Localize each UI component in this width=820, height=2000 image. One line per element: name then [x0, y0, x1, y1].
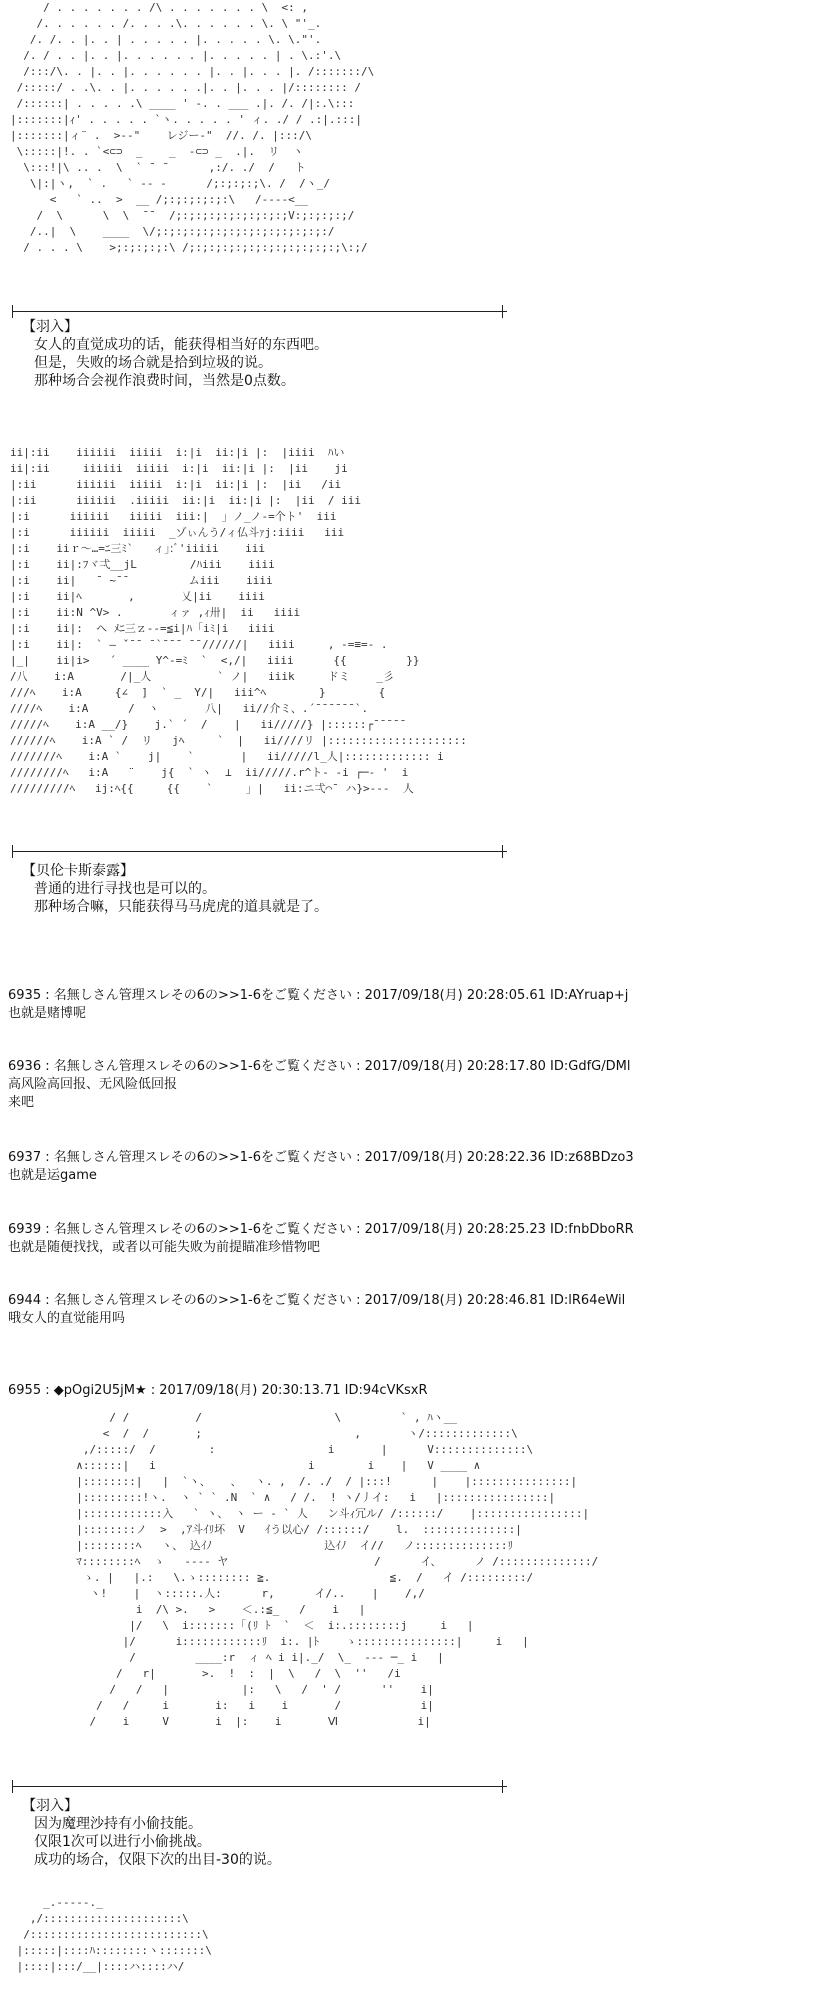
- ascii-art-line: ///////ﾍ i:A ` j| ` | ii/////l_人|::::::::::::: i: [10, 750, 444, 763]
- ascii-art-line: |::::::::ﾍ ヽ、 込ｲﾉ 込ｲﾉ イ// ノ::::::::::::::ﾘ: [10, 1539, 513, 1552]
- ascii-art-line: |:i ii|: ` ― ˇ¯¯ ¯`¯¯¯ ¯¯//////| iiii , -=≡=- .: [10, 638, 388, 651]
- post-body-line: 哦女人的直觉能用吗: [8, 1311, 126, 1326]
- ascii-art-marisa-portrait: [10, 1410, 599, 1780]
- ascii-art-line: /:::::/ . .\. . |. . . . . .|. . |. . . |/:::::::: /: [10, 81, 361, 94]
- ascii-art-line: |:i ii|ﾍ , 乂|ii iiii: [10, 590, 265, 603]
- post-header: 6935 : 名無しさん管理スレその6の>>1-6をご覧ください : 2017/09/18(月) 20:28:05.61 ID:AYruap+j: [8, 988, 629, 1003]
- ascii-art-line: |:i iiiiii iiiii _ゾぃんう/ィ仏斗ｧj:iiii iii: [10, 526, 345, 539]
- ascii-art-line: |:ii iiiiii .iiiii ii:|i ii:|i |: |ii / iii: [10, 494, 361, 507]
- ascii-art-line: |:i iiｒ～…=ﾆ三ﾐ` ィ｣:ﾞ'iiiii iii: [10, 542, 266, 555]
- ascii-art-line: |:::::|::::ﾊ::::::::ヽ:::::::\: [10, 1944, 212, 1957]
- ascii-art-line: / / i i: i i / i|: [10, 1699, 434, 1712]
- forum-post: [8, 1292, 625, 1328]
- ascii-art-line: / ____:r ィ ﾍ i i|._/ \_ ‐-‐ ─_ i |: [10, 1651, 444, 1664]
- forum-post: [8, 1221, 634, 1257]
- ascii-art-line: ゝ. | |.: \.ゝ:::::::: ≧. ≦. / イ /:::::::::/: [10, 1571, 534, 1584]
- ascii-art-line: /::::::| . . . . .\ ____ ' -. . ___ .|. /. /|:.\:::: [10, 97, 355, 110]
- ascii-art-line: / \ \ \ ¯¯ /;:;:;:;:;:;:;:;:;V:;:;:;:;/: [10, 209, 355, 222]
- ascii-art-line: / / | |: \ / ' / '' i|: [10, 1683, 434, 1696]
- ascii-art-line: ,/:::::/ / : i | V::::::::::::::\: [10, 1443, 534, 1456]
- ascii-art-line: ////ﾍ i:A / ヽ 八| ii//介ミ、.´¯¯¯¯¯¯`.: [10, 702, 369, 715]
- dialogue-block: [22, 862, 328, 916]
- ascii-art-line: /////ﾍ i:A __/} j.` ´ / | ii/////} |::::::┌¯¯¯¯¯: [10, 718, 407, 731]
- ascii-art-line: |/ i::::::::::::ﾘ i:. |ﾄ ゝ:::::::::::::::| i |: [10, 1635, 529, 1648]
- ascii-art-line: |:::::::|ィ¨ . >‐‐" レジー‐" //. /. |:::/\: [10, 129, 313, 142]
- ascii-art-line: / r| >. ! : | \ / \ '' /i: [10, 1667, 401, 1680]
- divider-rule: [12, 851, 507, 852]
- ascii-art-line: / . . . . . . . /\ . . . . . . . \ <: ,: [10, 1, 309, 14]
- dialogue-line: 因为魔理沙持有小偷技能。: [34, 1816, 202, 1832]
- ascii-art-line: i /\ >. > ＜.:≦_ / i |: [10, 1603, 366, 1616]
- post-body-line: 也就是赌博呢: [8, 1006, 87, 1021]
- post-body-line: 来吧: [8, 1095, 35, 1110]
- ascii-art-line: |:i iiiiii iiiii iii:| 」ノ_ノ‐=个ト' iii: [10, 510, 337, 523]
- ascii-art-line: |:i ii:N ^V> . ィァ ,ｨ卅| ii iiii: [10, 606, 301, 619]
- ascii-art-line: //////ﾍ i:A ` / リ jﾍ ` | ii////リ |:::::::::::::::::::::: [10, 734, 467, 747]
- ascii-art-hanyuu-portrait: [10, 0, 450, 300]
- ascii-art-line: \|:|ヽ, ` . ` -‐ - /;:;:;:;\. / /ヽ_/: [10, 177, 331, 190]
- ascii-art-line: |:ii iiiiii iiiii i:|i ii:|i |: |ii /ii: [10, 478, 342, 491]
- post-body-line: 也就是随便找找，或者以可能失败为前提瞄准珍惜物吧: [8, 1240, 321, 1255]
- ascii-art-line: |_| ii|i> ´ ____ Y^-=ﾐ ` <,/| iiii {{ }}: [10, 654, 420, 667]
- ascii-art-line: |:i ii|: ヘ ﾒﾆ三ｚ‐‐=≦i|ﾊ「iﾐ|i iiii: [10, 622, 275, 635]
- ascii-art-line: |:i ii|:ﾌヾ弌__jL /ﾊiii iiii: [10, 558, 275, 571]
- ascii-art-line: ///ﾍ i:A {∠ ] ` _ Y/| iii^ﾍ } {: [10, 686, 386, 699]
- ascii-art-line: /..| \ ____ \/;:;:;:;:;:;:;:;:;:;:;:;:;:/: [10, 225, 335, 238]
- ascii-art-line: \:::!|\ .. . \ ` ¯ ¯ ,:/. ./ / ト: [10, 161, 306, 174]
- ascii-art-line: / i V i |: i Ⅵ i|: [10, 1715, 431, 1728]
- dialogue-line: 成功的场合，仅限下次的出目-30的说。: [34, 1852, 281, 1868]
- forum-post: [8, 987, 628, 1023]
- speaker-name: 【羽入】: [22, 1798, 78, 1814]
- dialogue-line: 女人的直觉成功的话，能获得相当好的东西吧。: [34, 337, 328, 353]
- post-header: 6937 : 名無しさん管理スレその6の>>1-6をご覧ください : 2017/09/18(月) 20:28:22.36 ID:z68BDzo3: [8, 1150, 634, 1165]
- forum-post: [8, 1149, 634, 1185]
- ascii-art-line: ヽ! | ヽ:::::.人: r, イ/.. | /,/: [10, 1587, 425, 1600]
- ascii-art-line: ﾏ::::::::ﾍ ゝ ‐‐‐‐ ヤ / イ、 ノ /::::::::::::::/: [10, 1555, 599, 1568]
- dialogue-line: 普通的进行寻找也是可以的。: [34, 881, 216, 897]
- dialogue-line: 那种场合嘛，只能获得马马虎虎的道具就是了。: [34, 899, 328, 915]
- ascii-art-line: ∧::::::| i i i | V ____ ∧: [10, 1459, 481, 1472]
- ascii-art-line: \:::::|!. . `<⊂⊃ _ _ -⊂⊃ _ .|. リ ヽ: [10, 145, 304, 158]
- post-header: 6944 : 名無しさん管理スレその6の>>1-6をご覧ください : 2017/09/18(月) 20:28:46.81 ID:lR64eWil: [8, 1293, 626, 1308]
- divider-rule: [12, 1786, 507, 1787]
- ascii-art-line: /八 i:A /|_人 ` ノ| iiik ドミ _彡: [10, 670, 394, 683]
- dialogue-line: 仅限1次可以进行小偷挑战。: [34, 1834, 211, 1850]
- ascii-art-line: _.-‐‐‐-._: [10, 1896, 103, 1909]
- speaker-name: 【贝伦卡斯泰露】: [22, 863, 134, 879]
- divider-rule: [12, 311, 507, 312]
- post-header: 6936 : 名無しさん管理スレその6の>>1-6をご覧ください : 2017/09/18(月) 20:28:17.80 ID:GdfG/DMl: [8, 1059, 631, 1074]
- ascii-art-line: < ` .. > __ /;:;:;:;:;:\ /--‐‐<__: [10, 193, 309, 206]
- ascii-art-line: |::::|:::/__|::::ハ::::ハ/: [10, 1960, 185, 1973]
- speaker-name: 【羽入】: [22, 319, 78, 335]
- ascii-art-line: |:i ii| ¯ ~¯¯ ムiii iiii: [10, 574, 273, 587]
- ascii-art-line: ,/:::::::::::::::::::::\: [10, 1912, 189, 1925]
- ascii-art-line: / . . . \ >;:;:;:;:\ /;:;:;:;:;:;:;:;:;:;:;:;\:;/: [10, 241, 368, 254]
- ascii-art-line: < / / ; , ヽ/:::::::::::::\: [10, 1427, 518, 1440]
- ascii-art-line: /. . . . . . /. . . .\. . . . . . \. \ "'_.: [10, 17, 322, 30]
- ascii-art-line: |/ \ i:::::::「(ﾘ ﾄ ` ＜ i:.::::::::j i |: [10, 1619, 474, 1632]
- ascii-art-line: |:::::::::!ヽ. ヽ ` ` .N ` ∧ / /. ! ヽ/丿イ: i |::::::::::::::::|: [10, 1491, 556, 1504]
- dialogue-block: [22, 1797, 281, 1869]
- dialogue-line: 但是，失败的场合就是拾到垃圾的说。: [34, 355, 272, 371]
- ascii-art-line: ////////ﾍ i:A ¨ j{ ` ヽ ⊥ ii/////.r^ト- ‐i ┌─‐ ' i: [10, 766, 409, 779]
- ascii-art-line: |::::::::::::入 ` ヽ、 ヽ ー ‐ ` 人 ン斗ｨ冗ル/ /::::::/ |::::::::::::::::|: [10, 1507, 590, 1520]
- ascii-art-line: /::::::::::::::::::::::::::\: [10, 1928, 209, 1941]
- ascii-art-line: /. /. . |. . | . . . . . |. . . . . \. \."'.: [10, 33, 322, 46]
- ascii-art-partial-portrait: [10, 1895, 210, 2000]
- post-header: 6939 : 名無しさん管理スレその6の>>1-6をご覧ください : 2017/09/18(月) 20:28:25.23 ID:fnbDboRR: [8, 1222, 634, 1237]
- ascii-art-line: |::::::::| | `ヽ、 、 ヽ. , /. ./ / |:::! | |:::::::::::::::|: [10, 1475, 578, 1488]
- post-header: 6955 : ◆pOgi2U5jM★ : 2017/09/18(月) 20:30:13.71 ID:94cVKsxR: [8, 1383, 428, 1398]
- ascii-art-line: ii|:ii iiiiii iiiii i:|i ii:|i |: |iiii ﾊい: [10, 446, 345, 459]
- forum-post: [8, 1382, 428, 1400]
- ascii-art-line: ii|:ii iiiiii iiiii i:|i ii:|i |: |ii ji: [10, 462, 348, 475]
- forum-post: [8, 1058, 630, 1112]
- post-body-line: 也就是运game: [8, 1168, 97, 1183]
- ascii-art-line: /:::/\. . |. . |. . . . . . |. . |. . . |. /:::::::/\: [10, 65, 375, 78]
- ascii-art-bernkastel-scene: [10, 445, 467, 845]
- dialogue-line: 那种场合会视作浪费时间，当然是0点数。: [34, 373, 295, 389]
- ascii-art-line: |::::::::ノ > ,ｱ斗ｲﾘ坏 V ｲう以心/ /::::::/ l. ::::::::::::::|: [10, 1523, 522, 1536]
- ascii-art-line: /. / . . |. . |. . . . . . |. . . . . | . \.:'.\: [10, 49, 342, 62]
- post-body-line: 高风险高回报、无风险低回报: [8, 1077, 178, 1092]
- ascii-art-line: / / / \ ` , ﾊヽ__: [10, 1411, 457, 1424]
- ascii-art-line: |:::::::|ｨ' . . . . . `ヽ. . . . . ' ィ. ./ / .:|.:::|: [10, 113, 363, 126]
- ascii-art-line: /////////ﾍ ij:ﾍ{{ {{ ` 」| ii:ニ弌⌒¯ ハ}>-‐‐ 人: [10, 782, 414, 795]
- dialogue-block: [22, 318, 328, 390]
